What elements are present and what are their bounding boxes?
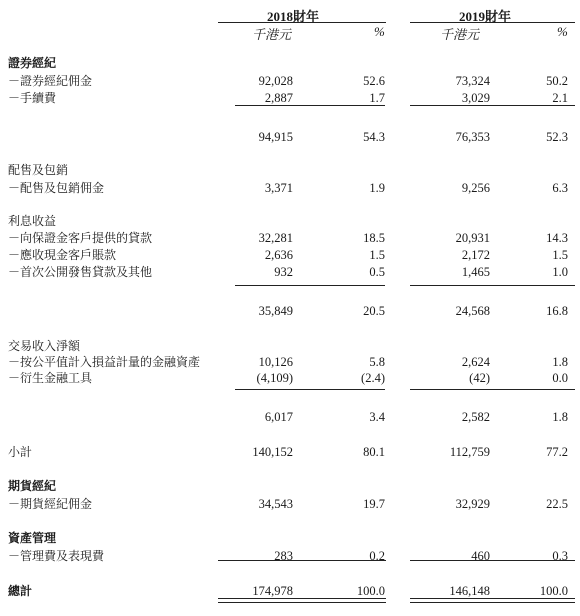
row-margin-loans <box>0 230 580 246</box>
value-2018-pct: 20.5 <box>363 304 385 318</box>
value-2018-hkd: 94,915 <box>258 130 293 144</box>
row-label: －向保證金客戶提供的貸款 <box>8 231 153 245</box>
subtotal-rule <box>235 285 385 286</box>
row-label: 小計 <box>8 445 33 459</box>
row-label: 交易收入淨額 <box>8 339 81 353</box>
value-2019-pct: 100.0 <box>539 584 568 598</box>
row-label: －期貨經紀佣金 <box>8 497 93 511</box>
section-interest-income <box>0 213 580 229</box>
value-2018-pct: (2.4) <box>361 371 385 385</box>
value-2019-hkd: 460 <box>471 549 490 563</box>
value-2019-hkd: 2,582 <box>461 410 490 424</box>
value-2019-hkd: 2,624 <box>461 355 490 369</box>
value-2019-pct: 1.0 <box>552 265 568 279</box>
value-2019-hkd: 146,148 <box>449 584 490 598</box>
value-2019-hkd: 73,324 <box>455 74 490 88</box>
value-2018-pct: 3.4 <box>369 410 385 424</box>
value-2018-hkd: 932 <box>274 265 293 279</box>
year-2019-header: 2019財年 <box>458 9 511 24</box>
section-net-trading-income <box>0 338 580 354</box>
value-2018-hkd: 174,978 <box>252 584 293 598</box>
total-double-rule <box>410 598 575 603</box>
value-2019-hkd: (42) <box>469 371 490 385</box>
value-2018-pct: 1.5 <box>369 248 385 262</box>
value-2019-pct: 77.2 <box>546 445 568 459</box>
section-asset-management <box>0 530 580 546</box>
unit-hkd-2019: 千港元 <box>440 27 480 42</box>
subtotal-rule <box>410 389 575 390</box>
value-2018-hkd: 92,028 <box>258 74 293 88</box>
row-derivatives <box>0 370 580 386</box>
value-2019-hkd: 32,929 <box>455 497 490 511</box>
value-2019-pct: 52.3 <box>546 130 568 144</box>
header-rule-2018 <box>218 22 386 23</box>
row-label: －應收現金客戶賬款 <box>8 248 117 262</box>
value-2018-pct: 5.8 <box>369 355 385 369</box>
row-subtotal <box>0 444 580 460</box>
row-label: －配售及包銷佣金 <box>8 181 105 195</box>
value-2019-hkd: 1,465 <box>461 265 490 279</box>
row-fvtpl-assets <box>0 354 580 370</box>
value-2019-pct: 14.3 <box>546 231 568 245</box>
value-2018-hkd: 32,281 <box>258 231 293 245</box>
value-2019-pct: 0.0 <box>552 371 568 385</box>
value-2018-hkd: 2,887 <box>264 91 293 105</box>
value-2018-hkd: 283 <box>274 549 293 563</box>
row-handling-fee <box>0 90 580 106</box>
row-label: 期貨經紀 <box>8 479 57 493</box>
row-label: －衍生金融工具 <box>8 371 93 385</box>
value-2018-hkd: 34,543 <box>258 497 293 511</box>
row-grand-total <box>0 583 580 599</box>
value-2018-hkd: 10,126 <box>258 355 293 369</box>
value-2018-pct: 0.5 <box>369 265 385 279</box>
row-cash-client-receivables <box>0 247 580 263</box>
row-interest-subtotal <box>0 303 580 319</box>
value-2018-pct: 100.0 <box>356 584 385 598</box>
value-2019-pct: 2.1 <box>552 91 568 105</box>
unit-hkd-2018: 千港元 <box>252 27 292 42</box>
subtotal-rule <box>235 389 385 390</box>
header-rule-2019 <box>410 22 575 23</box>
row-trading-subtotal <box>0 409 580 425</box>
value-2019-hkd: 2,172 <box>461 248 490 262</box>
row-label: －手續費 <box>8 91 57 105</box>
row-label: 利息收益 <box>8 214 57 228</box>
total-double-rule <box>218 598 386 603</box>
value-2018-pct: 18.5 <box>363 231 385 245</box>
row-label: －管理費及表現費 <box>8 549 105 563</box>
value-2019-pct: 16.8 <box>546 304 568 318</box>
subtotal-rule <box>410 285 575 286</box>
year-2018-header: 2018財年 <box>266 9 319 24</box>
row-ipo-loans-others <box>0 264 580 280</box>
row-label: 配售及包銷 <box>8 163 69 177</box>
row-placing-commission <box>0 180 580 196</box>
value-2018-pct: 80.1 <box>363 445 385 459</box>
value-2018-hkd: 2,636 <box>264 248 293 262</box>
row-label: 證券經紀 <box>8 56 57 70</box>
row-label: －按公平值計入損益計量的金融資產 <box>8 355 201 369</box>
value-2018-hkd: 35,849 <box>258 304 293 318</box>
total-top-rule <box>410 560 575 561</box>
section-futures-brokerage <box>0 478 580 494</box>
value-2019-hkd: 9,256 <box>461 181 490 195</box>
value-2019-pct: 1.8 <box>552 410 568 424</box>
value-2018-pct: 1.7 <box>369 91 385 105</box>
value-2019-hkd: 3,029 <box>461 91 490 105</box>
value-2018-pct: 0.2 <box>369 549 385 563</box>
subtotal-rule <box>410 105 575 106</box>
row-label: －證券經紀佣金 <box>8 74 93 88</box>
value-2019-hkd: 112,759 <box>449 445 490 459</box>
row-securities-subtotal <box>0 129 580 145</box>
row-label: 資產管理 <box>8 531 57 545</box>
value-2018-hkd: (4,109) <box>256 371 293 385</box>
row-securities-commission <box>0 73 580 89</box>
value-2018-hkd: 140,152 <box>252 445 293 459</box>
value-2019-pct: 50.2 <box>546 74 568 88</box>
unit-pct-2019: % <box>557 24 568 39</box>
row-management-fees <box>0 548 580 564</box>
row-label: 總計 <box>8 584 33 598</box>
value-2018-pct: 54.3 <box>363 130 385 144</box>
total-top-rule <box>218 560 386 561</box>
value-2019-pct: 22.5 <box>546 497 568 511</box>
value-2019-pct: 0.3 <box>552 549 568 563</box>
value-2019-pct: 6.3 <box>552 181 568 195</box>
value-2019-hkd: 76,353 <box>455 130 490 144</box>
section-securities-brokerage <box>0 55 580 71</box>
value-2018-pct: 52.6 <box>363 74 385 88</box>
value-2018-hkd: 6,017 <box>264 410 293 424</box>
row-futures-commission <box>0 496 580 512</box>
value-2019-pct: 1.5 <box>552 248 568 262</box>
unit-pct-2018: % <box>374 24 385 39</box>
value-2018-hkd: 3,371 <box>264 181 293 195</box>
value-2019-hkd: 20,931 <box>455 231 490 245</box>
value-2018-pct: 1.9 <box>369 181 385 195</box>
subtotal-rule <box>235 105 385 106</box>
value-2019-hkd: 24,568 <box>455 304 490 318</box>
value-2019-pct: 1.8 <box>552 355 568 369</box>
section-placing-underwriting <box>0 162 580 178</box>
row-label: －首次公開發售貸款及其他 <box>8 265 153 279</box>
value-2018-pct: 19.7 <box>363 497 385 511</box>
